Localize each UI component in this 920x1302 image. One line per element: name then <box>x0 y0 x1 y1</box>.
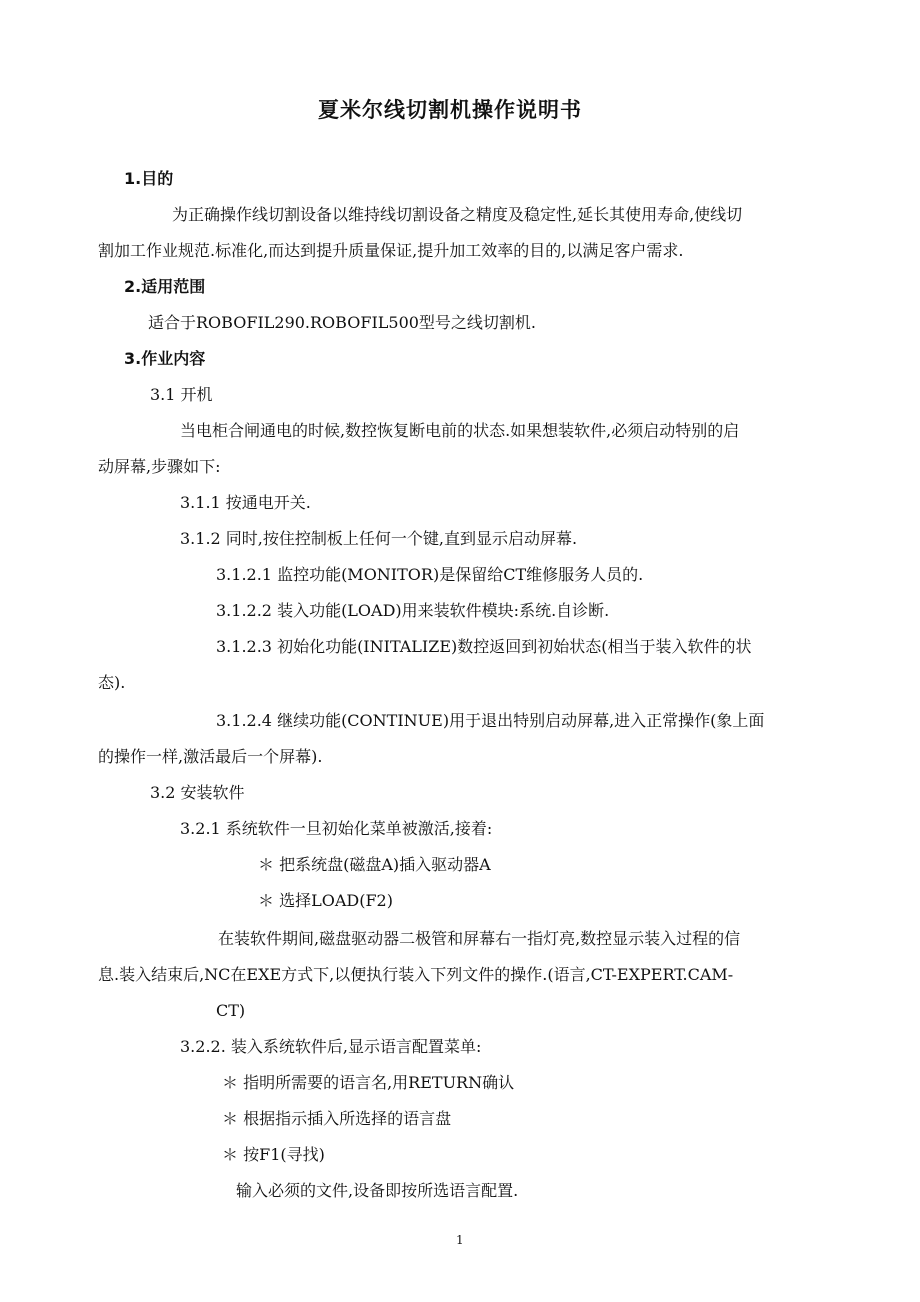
section-heading-content: 3.作业内容 <box>124 349 206 368</box>
page-title: 夏米尔线切割机操作说明书 <box>318 97 582 122</box>
list-item: 3.1.2.2 装入功能(LOAD)用来装软件模块:系统.自诊断. <box>216 601 610 620</box>
section-heading-scope: 2.适用范围 <box>124 277 206 296</box>
list-item: 3.2.2. 装入系统软件后,显示语言配置菜单: <box>180 1037 482 1056</box>
list-item: 3.2.1 系统软件一旦初始化菜单被激活,接着: <box>180 819 493 838</box>
list-item: 3.1.2.3 初始化功能(INITALIZE)数控返回到初始状态(相当于装入软件的状 <box>216 637 752 656</box>
paragraph-line: 为正确操作线切割设备以维持线切割设备之精度及稳定性,延长其使用寿命,使线切 <box>172 205 743 224</box>
paragraph-line: 输入必须的文件,设备即按所选语言配置. <box>236 1181 519 1200</box>
page-number: 1 <box>456 1233 464 1247</box>
list-item: 3.1.2.1 监控功能(MONITOR)是保留给CT维修服务人员的. <box>216 565 644 584</box>
paragraph-line: 在装软件期间,磁盘驱动器二极管和屏幕右一指灯亮,数控显示装入过程的信 <box>218 929 741 948</box>
bullet-item: ＊ 根据指示插入所选择的语言盘 <box>222 1109 452 1128</box>
list-item: 3.1.2 同时,按住控制板上任何一个键,直到显示启动屏幕. <box>180 529 578 548</box>
bullet-item: ＊ 按F1(寻找) <box>222 1145 325 1164</box>
list-item: 3.1.1 按通电开关. <box>180 493 311 512</box>
list-item: 3.1.2.4 继续功能(CONTINUE)用于退出特别启动屏幕,进入正常操作(象上面 <box>216 711 765 730</box>
paragraph-line: 动屏幕,步骤如下: <box>98 457 221 476</box>
bullet-item: ＊ 选择LOAD(F2) <box>258 891 393 910</box>
subsection-heading: 3.2 安装软件 <box>150 783 245 802</box>
paragraph-line: 息.装入结束后,NC在EXE方式下,以便执行装入下列文件的操作.(语言,CT-EXPERT.CAM- <box>98 965 734 984</box>
bullet-item: ＊ 把系统盘(磁盘A)插入驱动器A <box>258 855 491 874</box>
list-item-continuation: 的操作一样,激活最后一个屏幕). <box>98 747 323 766</box>
paragraph-line: 当电柜合闸通电的时候,数控恢复断电前的状态.如果想装软件,必须启动特别的启 <box>180 421 740 440</box>
paragraph-line: CT) <box>216 1001 246 1020</box>
paragraph-line: 适合于ROBOFIL290.ROBOFIL500型号之线切割机. <box>148 313 537 332</box>
subsection-heading: 3.1 开机 <box>150 385 213 404</box>
paragraph-line: 割加工作业规范.标准化,而达到提升质量保证,提升加工效率的目的,以满足客户需求. <box>98 241 684 260</box>
list-item-continuation: 态). <box>98 673 126 692</box>
section-heading-purpose: 1.目的 <box>124 169 174 188</box>
bullet-item: ＊ 指明所需要的语言名,用RETURN确认 <box>222 1073 515 1092</box>
